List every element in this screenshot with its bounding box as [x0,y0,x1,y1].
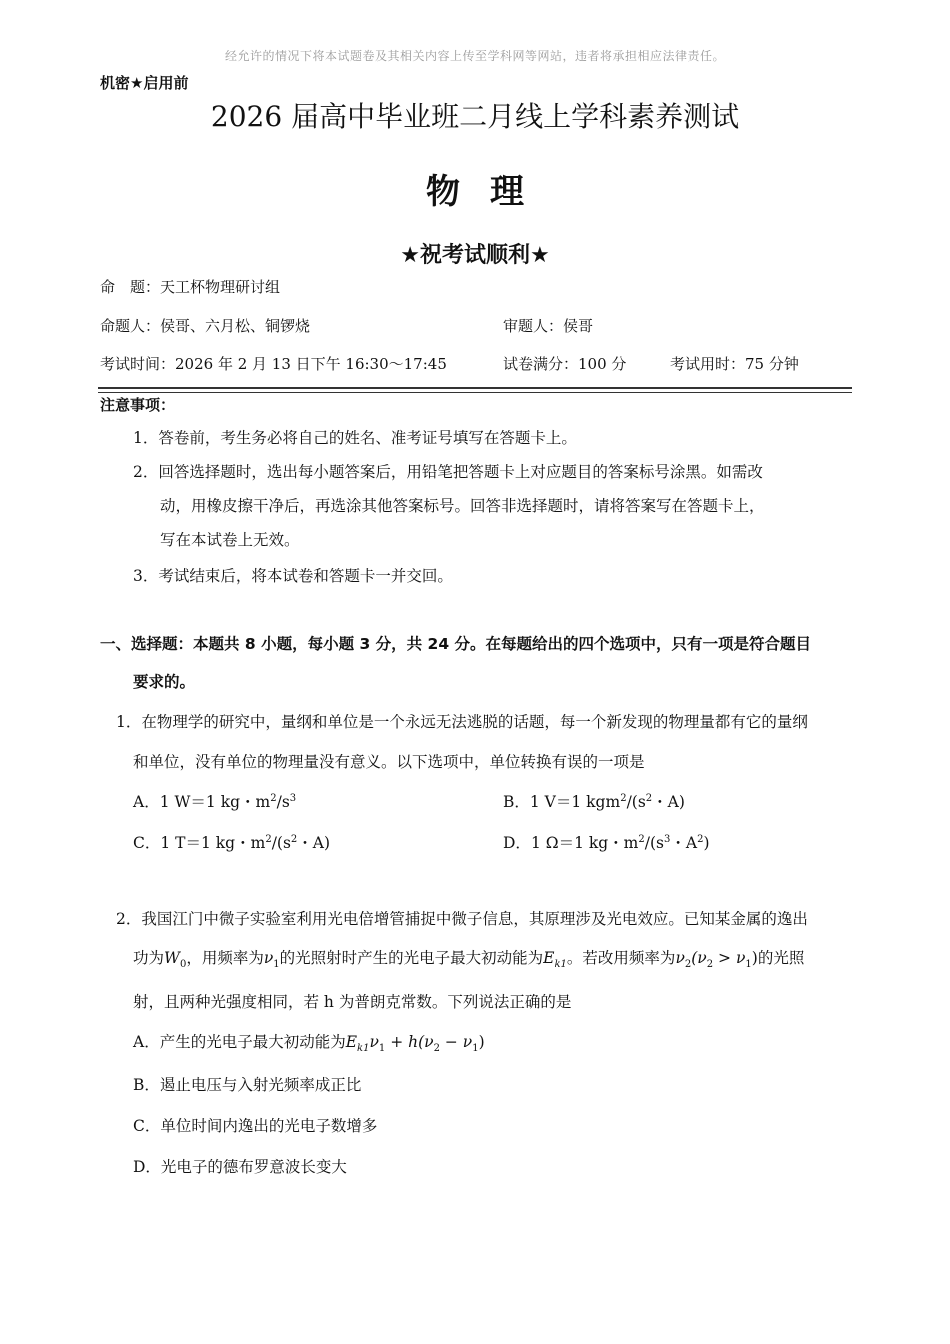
q2-option-a [133,1030,485,1054]
energy-symbol: E [345,1033,358,1051]
note-item-2-line1: 2．回答选择题时，选出每小题答案后，用铅笔把答题卡上对应题目的答案标号涂黑。如需改 [133,463,763,481]
q2-stem-line1: 2．我国江门中微子实验室利用光电倍增管捕捉中微子信息，其原理涉及光电效应。已知某金属的逸出 [116,910,808,928]
q1-option-c [133,831,330,853]
option-text: ) [703,834,710,852]
subscript: k1 [554,959,567,971]
q1-option-b [503,790,685,812]
math-text: (ν [691,949,707,967]
setters: 命题人：侯哥、六月松、铜锣烧 [100,317,311,335]
q2-option-d: D．光电子的德布罗意波长变大 [133,1158,347,1176]
option-text: 产生的光电子最大初动能为 [159,1033,346,1051]
option-text: 1 Ω＝1 kg・m [530,834,639,852]
subject-title: 物理 [426,172,554,212]
note-item-2-line2: 动，用橡皮擦干净后，再选涂其他答案标号。回答非选择题时，请将答案写在答题卡上， [160,497,765,515]
exam-title: 2026 届高中毕业班二月线上学科素养测试 [210,100,740,133]
exponent: 2 [265,833,272,845]
section1-heading-line1: 一、选择题：本题共 8 小题，每小题 3 分，共 24 分。在每题给出的四个选项中，只有一项是符合题目 [100,635,812,653]
frequency-symbol: ν [263,949,274,967]
exponent: 3 [289,792,297,804]
option-text: ・A) [652,793,685,811]
q2-stem-line2 [133,946,804,970]
option-text: 1 T＝1 kg・m [160,834,266,852]
option-label: B． [503,793,530,811]
good-luck-banner: ★祝考试顺利★ [400,243,550,268]
text: 的光照射时产生的光电子最大初动能为 [279,949,544,967]
setter-group: 命 题：天工杯物理研讨组 [100,278,281,296]
q2-option-b: B．遏止电压与入射光频率成正比 [133,1076,362,1094]
notes-heading: 注意事项： [100,396,176,414]
q2-stem-line3: 射，且两种光强度相同，若 h 为普朗克常数。下列说法正确的是 [133,993,572,1011]
work-function-symbol: W [164,949,180,967]
q2-option-c: C．单位时间内逸出的光电子数增多 [133,1117,378,1135]
reviewer: 审题人：侯哥 [503,317,594,335]
math-text: ) [751,949,758,967]
option-text: 1 V＝1 kgm [529,793,621,811]
text: 的光照 [757,949,805,967]
option-label: A． [133,793,160,811]
frequency-symbol: ν [369,1033,379,1051]
exponent: 2 [620,792,627,804]
q1-stem-line1: 1．在物理学的研究中，量纲和单位是一个永远无法逃脱的话题，每一个新发现的物理量都有它的量纲 [116,713,808,731]
option-text: /s [276,793,290,811]
exam-time: 考试时间：2026 年 2 月 13 日下午 16:30～17:45 [100,355,447,373]
exponent: 2 [638,833,645,845]
option-text: /(s [271,834,291,852]
subscript: 1 [472,1043,479,1055]
q1-option-a [133,790,296,812]
subscript: k1 [357,1043,370,1055]
option-label: A． [133,1033,160,1051]
option-text: 1 W＝1 kg・m [159,793,271,811]
subscript: 2 [684,959,692,971]
note-item-2-line3: 写在本试卷上无效。 [160,531,300,549]
subscript: 2 [433,1043,440,1055]
exponent: 2 [270,792,277,804]
subscript: 2 [706,959,714,971]
exam-duration: 考试用时：75 分钟 [670,355,799,373]
exponent: 2 [697,833,704,845]
frequency-symbol: ν [675,949,685,967]
divider-thick [98,387,852,389]
q1-option-d [503,831,710,853]
subscript: 1 [273,959,280,971]
math-text: + h(ν [385,1033,434,1051]
text: 。若改用频率为 [566,949,676,967]
watermark: 经允许的情况下将本试题卷及其相关内容上传至学科网等网站，违者将承担相应法律责任。 [224,49,725,63]
note-item-1: 1．答卷前，考生务必将自己的姓名、准考证号填写在答题卡上。 [133,429,577,447]
subscript: 1 [378,1043,386,1055]
secret-label: 机密★启用前 [100,74,189,92]
note-item-3: 3．考试结束后，将本试卷和答题卡一并交回。 [133,567,453,585]
math-text: ) [478,1033,485,1051]
exponent: 3 [664,833,671,845]
option-text: /(s [644,834,664,852]
energy-symbol: E [543,949,555,967]
text: ，用频率为 [186,949,264,967]
text: 功为 [133,949,165,967]
option-text: /(s [626,793,646,811]
option-label: C． [133,834,161,852]
exponent: 2 [290,833,298,845]
divider-thin [98,392,852,393]
option-label: D． [503,834,531,852]
subscript: 0 [179,959,187,971]
option-text: ・A [670,834,698,852]
subscript: 1 [745,959,752,971]
math-text: > ν [713,949,746,967]
option-text: ・A) [297,834,331,852]
math-text: − ν [439,1033,473,1051]
section1-heading-line2: 要求的。 [133,673,196,691]
q1-stem-line2: 和单位，没有单位的物理量没有意义。以下选项中，单位转换有误的一项是 [133,753,645,771]
exponent: 2 [645,792,653,804]
full-score: 试卷满分：100 分 [503,355,627,373]
